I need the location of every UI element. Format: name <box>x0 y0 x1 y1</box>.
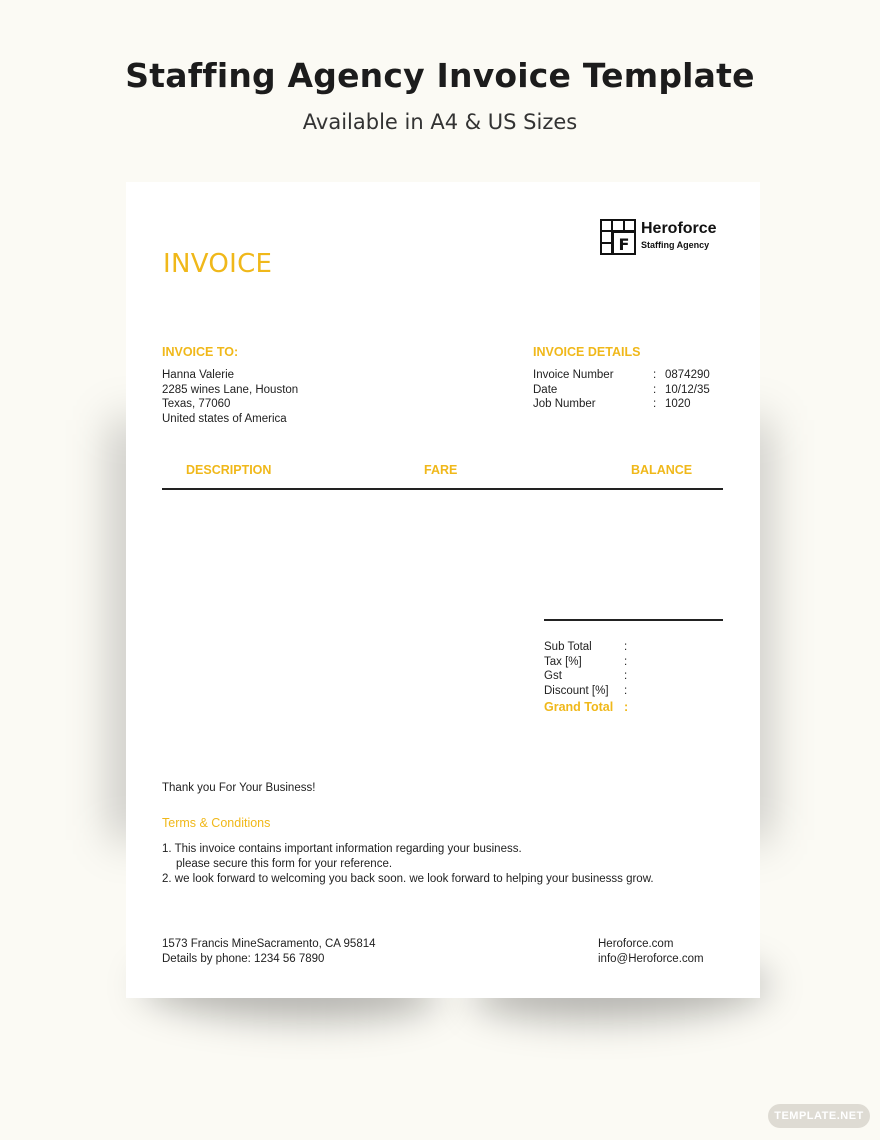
invoice-to-line: Texas, 77060 <box>162 398 231 410</box>
template-watermark: TEMPLATE.NET <box>768 1104 870 1128</box>
invoice-to-line: 2285 wines Lane, Houston <box>162 383 299 396</box>
thank-you-note: Thank you For Your Business! <box>162 782 316 794</box>
totals-divider <box>544 619 723 621</box>
detail-separator: : <box>653 398 657 410</box>
total-separator: : <box>624 670 628 682</box>
table-header-divider <box>162 488 723 490</box>
invoice-sheet <box>126 182 760 998</box>
total-label: Discount [%] <box>544 684 609 697</box>
footer-online <box>598 937 704 966</box>
total-row <box>544 684 627 699</box>
detail-row <box>533 368 733 383</box>
terms-line: 1. This invoice contains important information regarding your business. <box>162 843 522 855</box>
footer-phone: Details by phone: 1234 56 7890 <box>162 952 325 965</box>
column-header-fare: FARE <box>424 463 458 477</box>
grand-total-separator: : <box>624 700 629 714</box>
footer-website: Heroforce.com <box>598 938 674 950</box>
invoice-to-line: United states of America <box>162 412 287 425</box>
total-label: Sub Total <box>544 641 592 653</box>
total-separator: : <box>624 641 628 653</box>
terms-line: please secure this form for your reference. <box>176 858 393 870</box>
brand-tagline: Staffing Agency <box>641 240 710 250</box>
footer-contact <box>162 937 376 966</box>
detail-separator: : <box>653 369 657 381</box>
total-label: Gst <box>544 670 562 682</box>
detail-row <box>533 397 733 412</box>
invoice-details-label: INVOICE DETAILS <box>533 345 641 359</box>
grid-f-logo-icon <box>600 219 636 255</box>
total-label: Tax [%] <box>544 655 582 668</box>
terms-line: 2. we look forward to welcoming you back soon. we look forward to helping your businesss grow. <box>162 873 654 885</box>
totals-block <box>544 640 627 698</box>
column-header-balance: BALANCE <box>631 463 693 477</box>
detail-label: Invoice Number <box>533 369 614 381</box>
invoice-to-label: INVOICE TO: <box>162 345 239 359</box>
terms-list <box>162 842 742 887</box>
total-row <box>544 669 627 684</box>
page-title: Staffing Agency Invoice Template <box>125 56 755 95</box>
total-separator: : <box>624 655 628 668</box>
detail-label: Date <box>533 383 558 396</box>
detail-value: 10/12/35 <box>665 383 710 396</box>
invoice-to-line: Hanna Valerie <box>162 369 235 381</box>
terms-label: Terms & Conditions <box>162 816 271 830</box>
invoice-to-block <box>162 368 298 426</box>
brand-name: Heroforce <box>641 220 717 237</box>
detail-value: 1020 <box>665 398 691 410</box>
detail-value: 0874290 <box>665 369 710 381</box>
invoice-heading: INVOICE <box>163 249 273 279</box>
page-subtitle: Available in A4 & US Sizes <box>302 110 578 134</box>
svg-text:F: F <box>618 235 630 254</box>
total-row <box>544 655 627 670</box>
detail-separator: : <box>653 383 657 396</box>
detail-label: Job Number <box>533 398 596 410</box>
invoice-details-block <box>533 368 733 412</box>
total-row <box>544 640 627 655</box>
footer-email: info@Heroforce.com <box>598 952 704 965</box>
grand-total-row <box>544 700 628 714</box>
total-separator: : <box>624 684 628 697</box>
detail-row <box>533 383 733 398</box>
column-header-description: DESCRIPTION <box>186 463 272 477</box>
grand-total-label: Grand Total <box>544 700 614 714</box>
footer-address: 1573 Francis MineSacramento, CA 95814 <box>162 938 376 950</box>
